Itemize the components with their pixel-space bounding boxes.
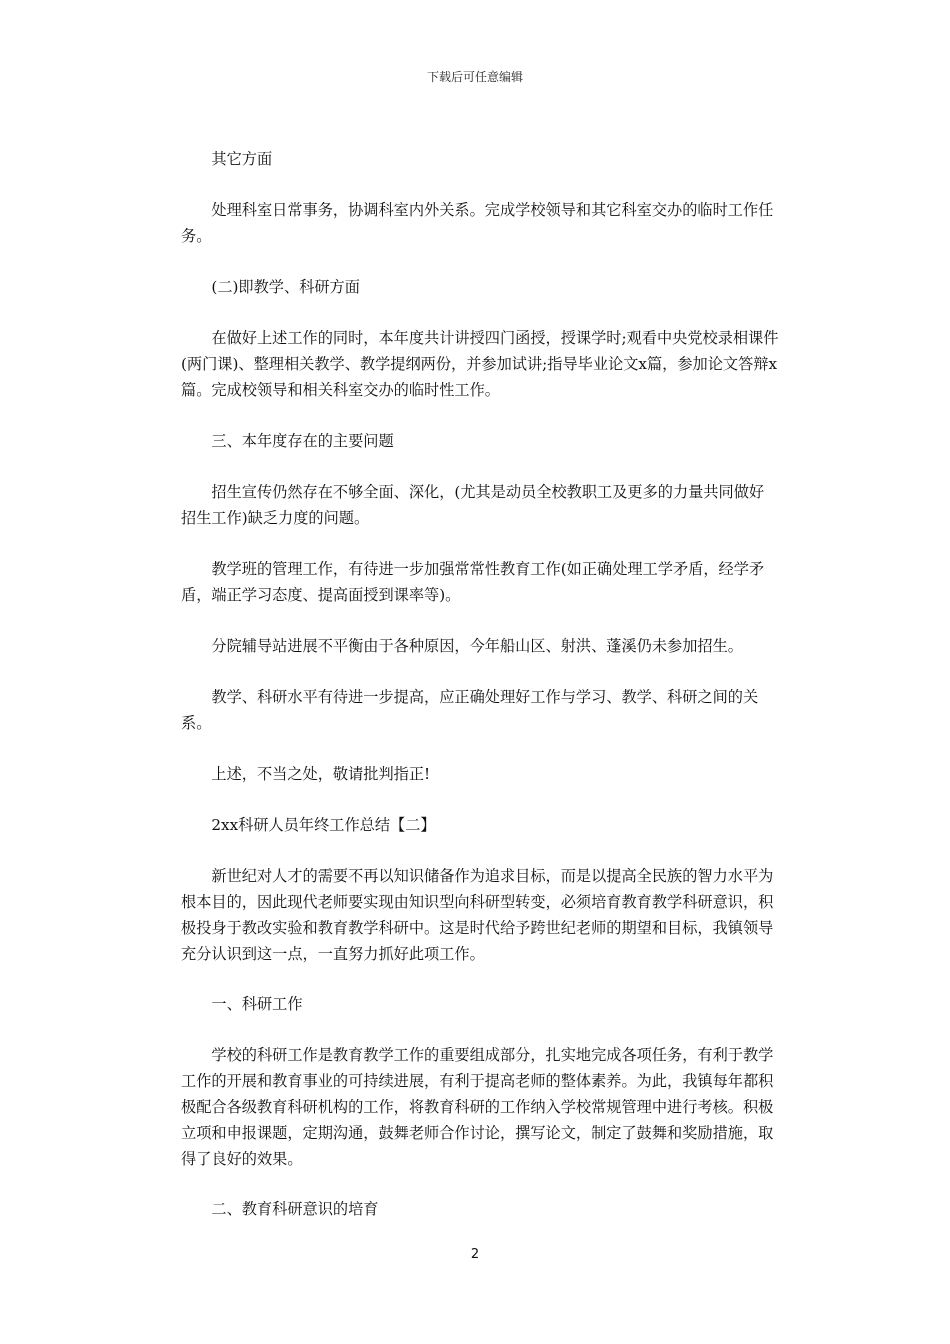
paragraph: 新世纪对人才的需要不再以知识储备作为追求目标，而是以提高全民族的智力水平为根本目的，因此现代老师要实现由知识型向科研型转变，必须培育教育教学科研意识，积极投身于教改实验和教育教学科研中。这是时代给予跨世纪老师的期望和目标，我镇领导充分认识到这一点，一直努力抓好此项工作。 bbox=[181, 867, 774, 963]
section-heading-research-awareness: 二、教育科研意识的培育 bbox=[211, 1200, 379, 1218]
article-title: 2xx科研人员年终工作总结【二】 bbox=[211, 816, 436, 834]
page-number: 2 bbox=[470, 1247, 480, 1262]
paragraph: 上述，不当之处，敬请批判指正! bbox=[211, 765, 431, 783]
page-header: 下载后可任意编辑 bbox=[426, 70, 523, 84]
section-heading-problems: 三、本年度存在的主要问题 bbox=[211, 432, 394, 450]
section-heading-other: 其它方面 bbox=[211, 150, 273, 168]
paragraph: 处理科室日常事务，协调科室内外关系。完成学校领导和其它科室交办的临时工作任务。 bbox=[181, 201, 774, 245]
paragraph: 学校的科研工作是教育教学工作的重要组成部分，扎实地完成各项任务，有利于教学工作的开展和教育事业的可持续进展，有利于提高老师的整体素养。为此，我镇每年都积极配合各级教育科研机构的工作，将教育科研的工作纳入学校常规管理中进行考核。积极立项和申报课题，定期沟通，鼓舞老师合作讨论，撰写论文，制定了鼓舞和奖励措施，取得了良好的效果。 bbox=[181, 1046, 774, 1168]
paragraph: 教学班的管理工作，有待进一步加强常常性教育工作(如正确处理工学矛盾，经学矛盾，端正学习态度、提高面授到课率等)。 bbox=[181, 560, 765, 604]
paragraph: 教学、科研水平有待进一步提高，应正确处理好工作与学习、教学、科研之间的关系。 bbox=[181, 688, 759, 732]
paragraph: 分院辅导站进展不平衡由于各种原因，今年船山区、射洪、蓬溪仍未参加招生。 bbox=[211, 637, 743, 655]
section-heading-research-work: 一、科研工作 bbox=[211, 995, 303, 1013]
document-body bbox=[181, 146, 779, 1247]
paragraph: 招生宣传仍然存在不够全面、深化，(尤其是动员全校教职工及更多的力量共同做好招生工作)缺乏力度的问题。 bbox=[181, 483, 765, 527]
paragraph: 在做好上述工作的同时，本年度共计讲授四门函授，授课学时;观看中央党校录相课件(两门课)、整理相关教学、教学提纲两份，并参加试讲;指导毕业论文x篇，参加论文答辩x篇。完成校领导和相关科室交办的临时性工作。 bbox=[181, 329, 779, 399]
section-heading-teaching-research: (二)即教学、科研方面 bbox=[211, 278, 360, 296]
